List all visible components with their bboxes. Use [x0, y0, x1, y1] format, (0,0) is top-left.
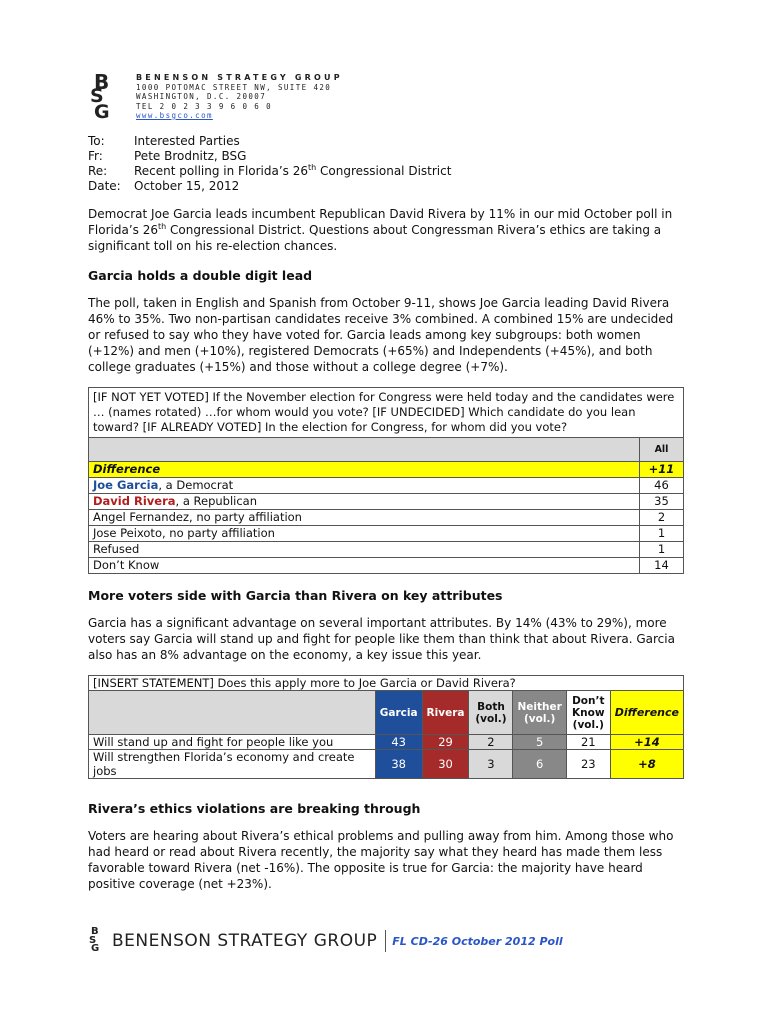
table-header-row	[89, 691, 684, 735]
table-row: Angel Fernandez, no party affiliation 2	[89, 510, 684, 526]
table-row: David Rivera, a Republican 35	[89, 494, 684, 510]
table-row: Will strengthen Florida’s economy and create jobs 38 30 3 6 23 +8	[89, 750, 684, 779]
candidate-garcia: Joe Garcia	[93, 478, 159, 492]
intro-paragraph: Democrat Joe Garcia leads incumbent Republican David Rivera by 11% in our mid October poll in Florida’s 26th Congressional District. Questions about Congressman Rivera’s ethics are taking a significant toll on his re-election chances.	[88, 207, 673, 253]
memo-header	[88, 134, 684, 194]
ethics-paragraph: Voters are hearing about Rivera’s ethical problems and pulling away from him. Among those who had heard or read about Rivera recently, the majority say what they heard has made them less favorable toward Rivera (net -16%). The opposite is true for Garcia: the majority have heard positive coverage (net +23%).	[88, 829, 674, 891]
memo-date: Date: October 15, 2012	[88, 179, 240, 193]
col-header-all: All	[640, 438, 684, 462]
table-row: Don’t Know 14	[89, 558, 684, 574]
table-row	[89, 388, 684, 438]
footer-poll-name: FL CD-26 October 2012 Poll	[392, 934, 563, 948]
table-row: Refused 1	[89, 542, 684, 558]
memo-subject: Re: Recent polling in Florida’s 26th Congressional District	[88, 163, 452, 178]
table-row: Will stand up and fight for people like you 43 29 2 5 21 +14	[89, 735, 684, 750]
bsg-footer-logo: B S G	[89, 926, 100, 954]
page-footer	[88, 928, 563, 954]
firm-name: BENENSON STRATEGY GROUP	[136, 73, 343, 82]
website-link[interactable]: www.bsgco.com	[136, 111, 213, 120]
bsg-logo: B S G	[90, 70, 110, 123]
section-heading-lead: Garcia holds a double digit lead	[88, 268, 313, 283]
table-row: Joe Garcia, a Democrat 46	[89, 478, 684, 494]
ballot-table	[88, 387, 684, 574]
address-line-2: WASHINGTON, D.C. 20007	[136, 92, 267, 101]
letterhead-address	[136, 73, 343, 121]
ballot-question: [IF NOT YET VOTED] If the November election for Congress were held today and the candidates were … (names rotated) …for whom would you vote? [IF UNDECIDED] Which candidate do you lean toward? [IF ALREADY VOTED] In the election for Congress, for whom did you vote?	[89, 388, 684, 438]
lead-paragraph: The poll, taken in English and Spanish from October 9-11, shows Joe Garcia leading David Rivera 46% to 35%. Two non-partisan candidates receive 3% combined. A combined 15% are undecided or refused to say who they have voted for. Garcia leads among key subgroups: both women (+12%) and men (+10%), registered Democrats (+65%) and Independents (+45%), and both college graduates (+15%) and those without a college degree (+7%).	[88, 296, 674, 374]
col-header-neither: Neither (vol.)	[513, 691, 566, 735]
section-heading-ethics: Rivera’s ethics violations are breaking through	[88, 801, 421, 816]
address-line-1: 1000 POTOMAC STREET NW, SUITE 420	[136, 82, 332, 92]
letterhead	[88, 70, 684, 124]
col-header-difference: Difference	[610, 691, 683, 735]
table-row: Jose Peixoto, no party affiliation 1	[89, 526, 684, 542]
difference-row: Difference +11	[89, 462, 684, 478]
table-header-row	[89, 438, 684, 462]
col-header-rivera: Rivera	[422, 691, 469, 735]
attributes-table	[88, 675, 684, 779]
section-heading-attributes: More voters side with Garcia than Rivera on key attributes	[88, 588, 503, 603]
footer-divider	[385, 930, 386, 952]
col-header-dont-know: Don’t Know (vol.)	[566, 691, 610, 735]
attributes-paragraph: Garcia has a significant advantage on several important attributes. By 14% (43% to 29%), more voters say Garcia will stand up and fight for people like them than think that about Rivera. Garcia also has an 8% advantage on the economy, a key issue this year.	[88, 616, 675, 662]
attributes-question: [INSERT STATEMENT] Does this apply more to Joe Garcia or David Rivera?	[89, 676, 684, 691]
footer-firm-name: BENENSON STRATEGY GROUP	[112, 931, 378, 951]
table-row	[89, 676, 684, 691]
phone-number: TEL 2 0 2 3 3 9 6 0 6 0	[136, 101, 273, 111]
memo-from: Fr: Pete Brodnitz, BSG	[88, 149, 247, 163]
col-header-both: Both (vol.)	[469, 691, 513, 735]
candidate-rivera: David Rivera	[93, 494, 176, 508]
memo-page	[88, 70, 684, 892]
memo-to: To: Interested Parties	[88, 134, 240, 148]
col-header-garcia: Garcia	[375, 691, 422, 735]
